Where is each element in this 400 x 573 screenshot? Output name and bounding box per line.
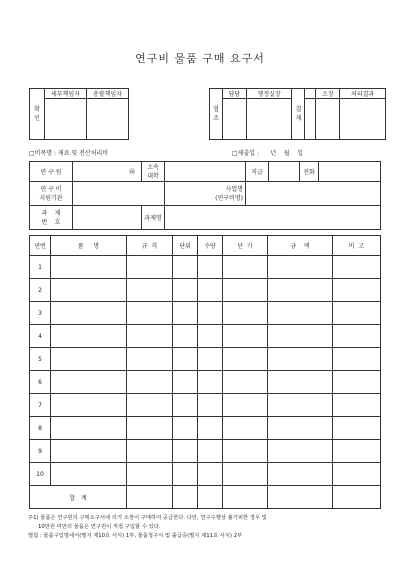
signature-cell[interactable] [45,99,87,140]
items-header-row [30,236,381,256]
signature-cell[interactable] [316,99,340,140]
cell[interactable] [127,394,173,417]
confirm-label: 확 인 [30,89,45,140]
approval-header: 세부책임자 [45,89,87,99]
cell[interactable] [198,394,223,417]
cell[interactable] [127,325,173,348]
cell[interactable] [51,256,127,279]
note-line: 별첨 : 물품구입명세서(별지 제10호 서식) 1부, 물품청구서 및 출급증(별지 제11호 서식) 2부 [28,533,243,539]
budget-item-line: □비목명 : 재료 및 전산처리비 [29,150,109,157]
total-label: 합 계 [30,486,127,509]
researcher-info-table [29,161,381,230]
cell[interactable] [173,256,198,279]
signature-cell[interactable] [87,99,129,140]
task-name-field[interactable] [165,206,381,230]
col-header: 금 액 [268,236,333,256]
note-line: 10만원 미만의 물품은 연구원이 직접 구입할 수 있다. [38,524,161,530]
table-row [30,348,381,371]
cell[interactable] [173,463,198,486]
cooperate-label: 협 조 [210,89,223,140]
cell[interactable] [198,486,223,509]
cell[interactable] [198,417,223,440]
note-line: 주1) 물품은 연구원의 구매요구서에 의거 소장이 구매하여 공급한다. 다만, 연구수행상 불가피한 경우 및 [28,515,267,521]
cell[interactable] [51,440,127,463]
cell[interactable] [333,325,381,348]
cell[interactable] [333,256,381,279]
cell[interactable] [173,394,198,417]
phone-field[interactable] [319,162,381,182]
cell[interactable] [333,279,381,302]
researcher-label: 연 구 원 [30,162,73,182]
cell[interactable] [127,279,173,302]
cell[interactable] [198,302,223,325]
row-number: 1 [30,256,51,279]
signature-cell[interactable] [223,99,247,140]
col-header: 단위 [173,236,198,256]
table-row [30,279,381,302]
approval-box-right [209,88,386,140]
row-number: 2 [30,279,51,302]
col-header: 규 격 [127,236,173,256]
project-name-label: 사업명 (연구비명) [165,182,246,206]
col-header: 품 명 [51,236,127,256]
cell[interactable] [268,256,333,279]
position-label: 직급 [246,162,269,182]
cell[interactable] [223,486,268,509]
cell[interactable] [51,279,127,302]
cell[interactable] [51,394,127,417]
cell[interactable] [127,486,173,509]
cell[interactable] [223,463,268,486]
cell[interactable] [223,256,268,279]
cell[interactable] [223,394,268,417]
cell[interactable] [127,440,173,463]
cell[interactable] [127,417,173,440]
cell[interactable] [51,371,127,394]
cell[interactable] [173,302,198,325]
cell[interactable] [333,486,381,509]
cell[interactable] [127,256,173,279]
cell[interactable] [173,486,198,509]
project-name-field[interactable] [246,182,381,206]
col-header: 단 가 [223,236,268,256]
col-header: 수량 [198,236,223,256]
table-row [30,417,381,440]
cell[interactable] [127,302,173,325]
funding-field[interactable] [73,182,165,206]
cell[interactable] [223,325,268,348]
cell[interactable] [333,371,381,394]
cell[interactable] [198,279,223,302]
table-row [30,394,381,417]
cell[interactable] [223,279,268,302]
cell[interactable] [333,348,381,371]
cell[interactable] [198,325,223,348]
cell[interactable] [51,417,127,440]
cell[interactable] [173,371,198,394]
approval-header: 총괄책임자 [87,89,129,99]
cell[interactable] [198,463,223,486]
cell[interactable] [333,463,381,486]
approval-box-left [29,88,129,140]
approve-label: 결 재 [292,89,305,140]
cell[interactable] [268,302,333,325]
cell[interactable] [127,348,173,371]
cell[interactable] [333,302,381,325]
cell[interactable] [127,463,173,486]
cell[interactable] [173,417,198,440]
items-table [29,235,381,509]
cell[interactable] [268,348,333,371]
table-row [30,440,381,463]
signature-cell[interactable] [305,99,316,140]
cell[interactable] [223,302,268,325]
cell[interactable] [223,417,268,440]
cell[interactable] [198,371,223,394]
col-header: 연번 [30,236,51,256]
approval-header: 소장 [316,89,340,99]
table-row [30,325,381,348]
cell[interactable] [333,440,381,463]
row-number: 9 [30,440,51,463]
cell[interactable] [223,440,268,463]
cell[interactable] [268,417,333,440]
cell[interactable] [173,440,198,463]
cell[interactable] [198,440,223,463]
approval-header: 처리결과 [340,89,386,99]
seal-mark: ㊞ [128,169,135,176]
approval-header-blank [305,89,316,99]
cell[interactable] [173,348,198,371]
cell[interactable] [268,279,333,302]
cell[interactable] [51,325,127,348]
task-number-field[interactable] [73,206,142,230]
row-number: 5 [30,348,51,371]
col-header: 비 고 [333,236,381,256]
row-number: 7 [30,394,51,417]
table-row [30,463,381,486]
researcher-name-field[interactable] [73,162,142,182]
cell[interactable] [51,348,127,371]
signature-cell[interactable] [246,99,292,140]
page-title: 연구비 물품 구매 요구서 [135,52,265,65]
submit-date-line: □제출일 : 년 월 일 [232,150,304,157]
funding-label: 연 구 비 지원기관 [30,182,73,206]
approval-header: 행정실장 [246,89,292,99]
cell[interactable] [268,325,333,348]
cell[interactable] [333,417,381,440]
table-row [30,371,381,394]
dept-label: 소속 대학 [142,162,165,182]
cell[interactable] [268,440,333,463]
row-number: 6 [30,371,51,394]
total-row [30,486,381,509]
row-number: 10 [30,463,51,486]
row-number: 8 [30,417,51,440]
cell[interactable] [268,371,333,394]
task-name-label: 과제명 [142,206,165,230]
cell[interactable] [173,279,198,302]
cell[interactable] [51,302,127,325]
position-field[interactable] [269,162,300,182]
cell[interactable] [268,463,333,486]
row-number: 4 [30,325,51,348]
cell[interactable] [51,463,127,486]
cell[interactable] [223,348,268,371]
approval-header: 담당 [223,89,247,99]
cell[interactable] [223,371,268,394]
table-row [30,256,381,279]
cell[interactable] [268,394,333,417]
signature-cell[interactable] [340,99,386,140]
table-row [30,302,381,325]
notes [28,514,388,541]
total-amount-cell[interactable] [268,486,333,509]
cell[interactable] [198,348,223,371]
dept-field[interactable] [165,162,246,182]
cell[interactable] [127,371,173,394]
cell[interactable] [173,325,198,348]
cell[interactable] [198,256,223,279]
row-number: 3 [30,302,51,325]
cell[interactable] [333,394,381,417]
task-number-label: 과 제 번 호 [30,206,73,230]
phone-label: 전화 [300,162,319,182]
